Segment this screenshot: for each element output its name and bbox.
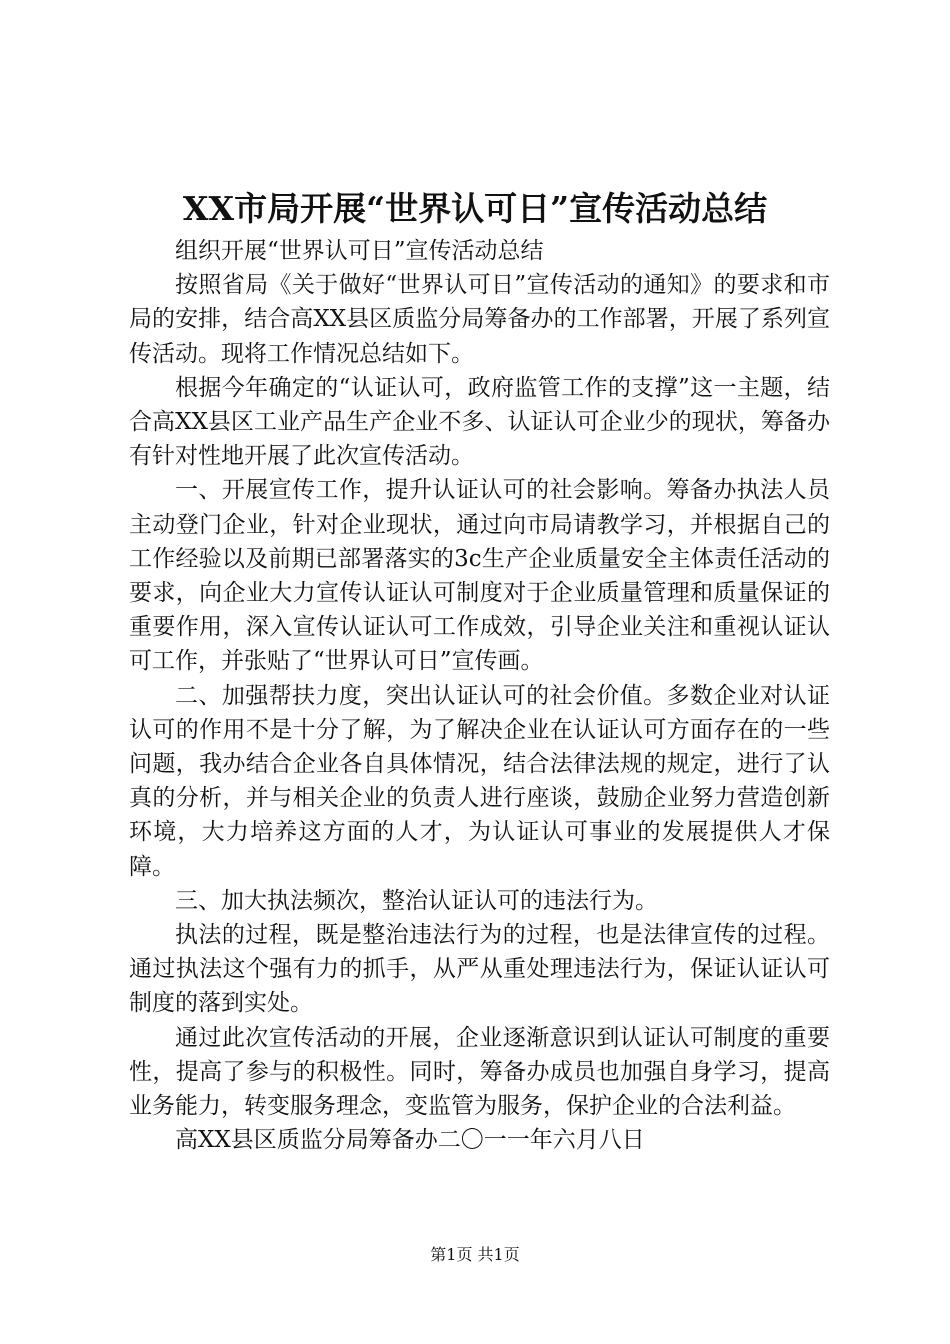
document-body	[129, 234, 830, 1157]
paragraph-enforcement: 执法的过程，既是整治违法行为的过程，也是法律宣传的过程。通过执法这个强有力的抓手，从严从重处理违法行为，保证认证认可制度的落到实处。	[129, 922, 830, 1017]
paragraph-intro: 按照省局《关于做好“世界认可日”宣传活动的通知》的要求和市局的安排，结合高XX县区质监分局筹备办的工作部署，开展了系列宣传活动。现将工作情况总结如下。	[129, 272, 830, 367]
document-title: XX市局开展“世界认可日”宣传活动总结	[182, 189, 768, 228]
page-number-footer: 第1页 共1页	[430, 1245, 520, 1264]
paragraph-section-one: 一、开展宣传工作，提升认证认可的社会影响。筹备办执法人员主动登门企业，针对企业现状，通过向市局请教学习，并根据自己的工作经验以及前期已部署落实的3c生产企业质量安全主体责任活动的要求，向企业大力宣传认证认可制度对于企业质量管理和质量保证的重要作用，深入宣传认证认可工作成效，引导企业关注和重视认证认可工作，并张贴了“世界认可日”宣传画。	[129, 477, 830, 675]
paragraph-theme: 根据今年确定的“认证认可，政府监管工作的支撑”这一主题，结合高XX县区工业产品生产企业不多、认证认可企业少的现状，筹备办有针对性地开展了此次宣传活动。	[129, 374, 830, 470]
paragraph-signature-date: 高XX县区质监分局筹备办二〇一一年六月八日	[175, 1127, 645, 1154]
paragraph-subtitle: 组织开展“世界认可日”宣传活动总结	[175, 238, 544, 264]
paragraph-conclusion: 通过此次宣传活动的开展，企业逐渐意识到认证认可制度的重要性，提高了参与的积极性。同时，筹备办成员也加强自身学习，提高业务能力，转变服务理念，变监管为服务，保护企业的合法利益。	[129, 1024, 830, 1120]
paragraph-section-three: 三、加大执法频次，整治认证认可的违法行为。	[175, 887, 658, 914]
paragraph-section-two: 二、加强帮扶力度，突出认证认可的社会价值。多数企业对认证认可的作用不是十分了解，为了解决企业在认证认可方面存在的一些问题，我办结合企业各自具体情况，结合法律法规的规定，进行了认真的分析，并与相关企业的负责人进行座谈，鼓励企业努力营造创新环境，大力培养这方面的人才，为认证认可事业的发展提供人才保障。	[129, 682, 830, 880]
